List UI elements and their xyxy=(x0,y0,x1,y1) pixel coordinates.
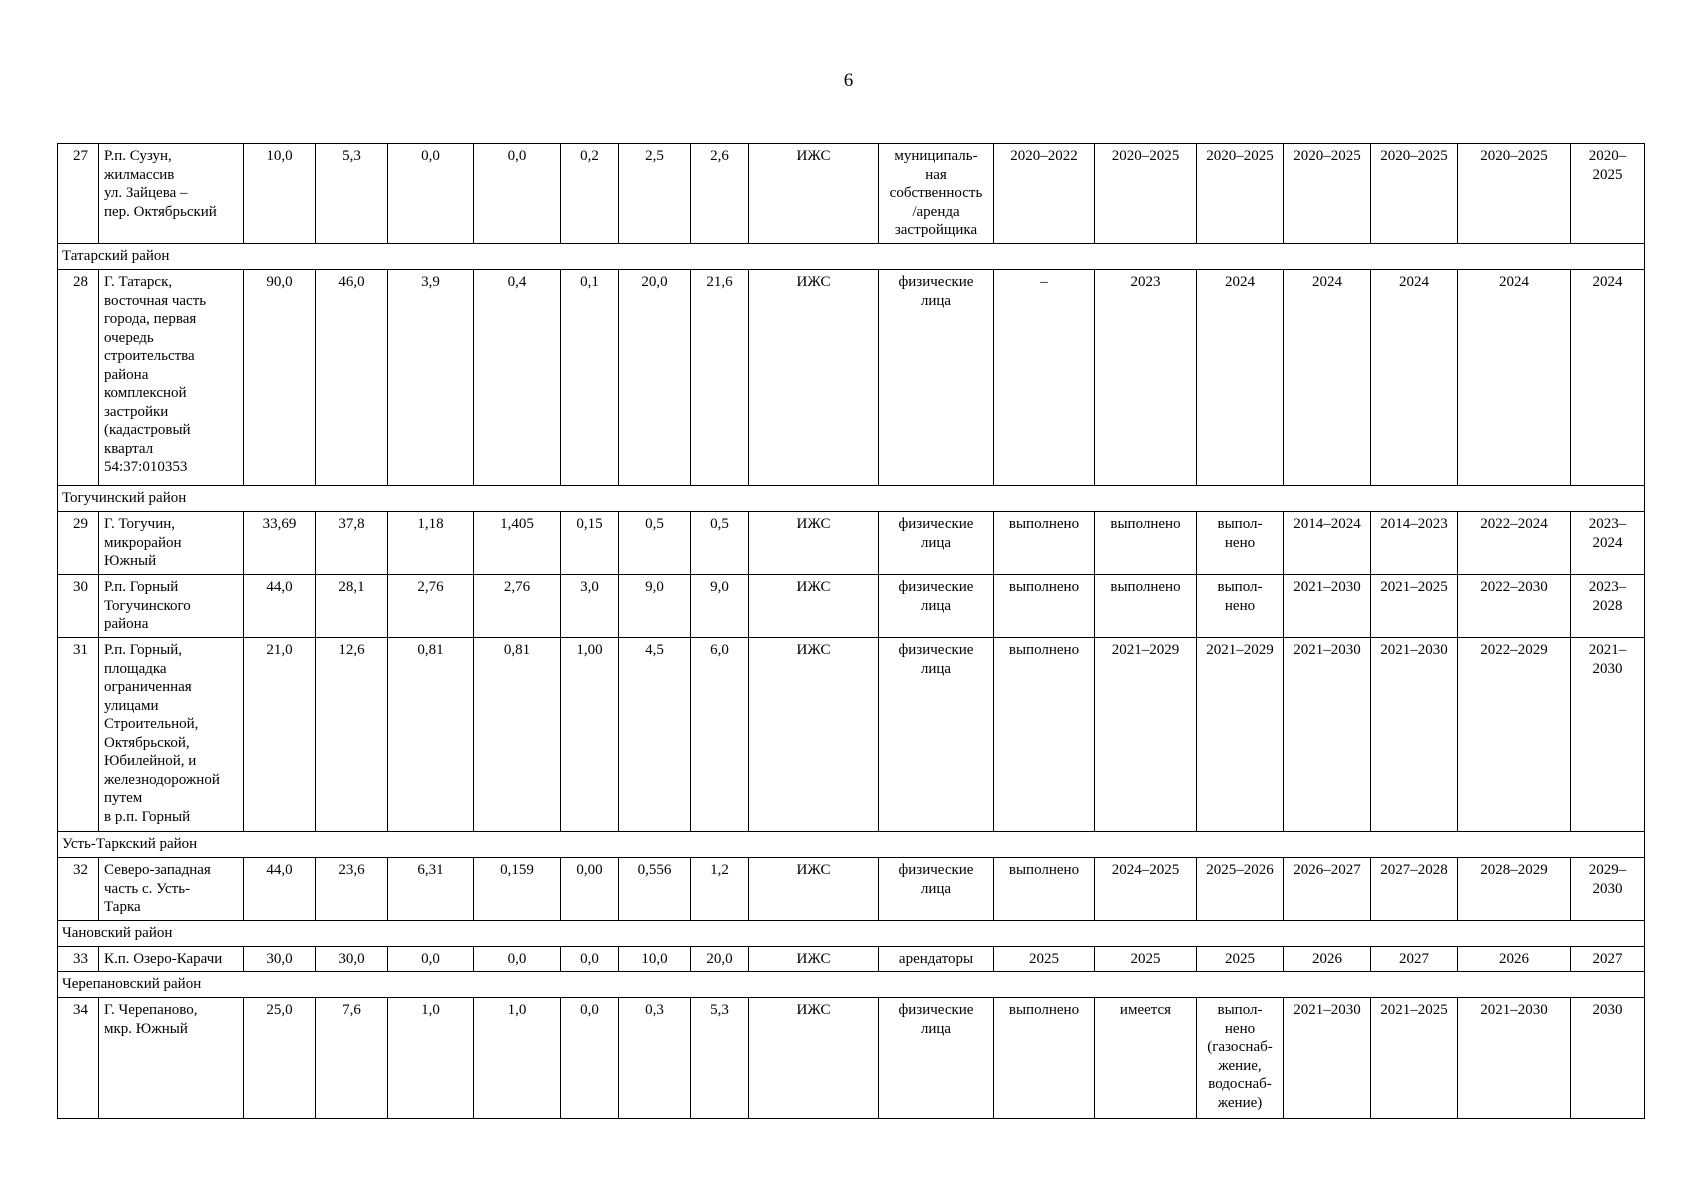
term-1: выполнено xyxy=(994,638,1095,832)
district-row xyxy=(58,972,1645,998)
term-1: 2020–2022 xyxy=(994,144,1095,244)
term-2: выполнено xyxy=(1095,575,1197,638)
district-name: Черепановский район xyxy=(58,972,1645,998)
value-c3: 1,0 xyxy=(388,998,474,1119)
term-3: выпол- нено xyxy=(1197,575,1284,638)
term-4: 2021–2030 xyxy=(1284,575,1371,638)
term-5: 2021–2025 xyxy=(1371,575,1458,638)
district-row xyxy=(58,921,1645,947)
value-c4: 1,405 xyxy=(474,512,561,575)
term-6: 2022–2024 xyxy=(1458,512,1571,575)
table-row xyxy=(58,947,1645,972)
row-number: 33 xyxy=(58,947,99,972)
district-row xyxy=(58,832,1645,858)
value-c6: 2,5 xyxy=(619,144,691,244)
housing-type: ИЖС xyxy=(749,270,879,486)
site-address: Р.п. Горный, площадка ограниченная улицами Строительной, Октябрьской, Юбилейной, и железнодорожной путем в р.п. Горный xyxy=(99,638,244,832)
term-7: 2023– 2028 xyxy=(1571,575,1645,638)
district-row xyxy=(58,244,1645,270)
row-number: 27 xyxy=(58,144,99,244)
area-total: 44,0 xyxy=(244,575,316,638)
value-c4: 0,0 xyxy=(474,947,561,972)
value-c4: 2,76 xyxy=(474,575,561,638)
term-2: 2021–2029 xyxy=(1095,638,1197,832)
term-5: 2027–2028 xyxy=(1371,858,1458,921)
term-7: 2024 xyxy=(1571,270,1645,486)
term-1: выполнено xyxy=(994,575,1095,638)
value-c7: 20,0 xyxy=(691,947,749,972)
value-c6: 9,0 xyxy=(619,575,691,638)
term-1: выполнено xyxy=(994,858,1095,921)
term-1: выполнено xyxy=(994,512,1095,575)
area-total: 90,0 xyxy=(244,270,316,486)
area-planned: 5,3 xyxy=(316,144,388,244)
term-2: 2023 xyxy=(1095,270,1197,486)
term-6: 2028–2029 xyxy=(1458,858,1571,921)
value-c5: 0,2 xyxy=(561,144,619,244)
district-name: Чановский район xyxy=(58,921,1645,947)
district-name: Усть-Таркский район xyxy=(58,832,1645,858)
value-c7: 1,2 xyxy=(691,858,749,921)
term-3: 2020–2025 xyxy=(1197,144,1284,244)
value-c3: 2,76 xyxy=(388,575,474,638)
ownership: муниципаль- ная собственность /аренда застройщика xyxy=(879,144,994,244)
value-c3: 1,18 xyxy=(388,512,474,575)
value-c7: 0,5 xyxy=(691,512,749,575)
area-planned: 7,6 xyxy=(316,998,388,1119)
district-row xyxy=(58,486,1645,512)
term-4: 2026 xyxy=(1284,947,1371,972)
value-c7: 21,6 xyxy=(691,270,749,486)
housing-type: ИЖС xyxy=(749,575,879,638)
site-address: Р.п. Сузун, жилмассив ул. Зайцева – пер. Октябрьский xyxy=(99,144,244,244)
term-2: 2024–2025 xyxy=(1095,858,1197,921)
row-number: 30 xyxy=(58,575,99,638)
area-planned: 46,0 xyxy=(316,270,388,486)
district-name: Татарский район xyxy=(58,244,1645,270)
table-row xyxy=(58,858,1645,921)
table-row xyxy=(58,638,1645,832)
site-address: Северо-западная часть с. Усть- Тарка xyxy=(99,858,244,921)
table-row xyxy=(58,575,1645,638)
value-c4: 0,159 xyxy=(474,858,561,921)
term-2: 2020–2025 xyxy=(1095,144,1197,244)
row-number: 32 xyxy=(58,858,99,921)
area-planned: 30,0 xyxy=(316,947,388,972)
value-c7: 2,6 xyxy=(691,144,749,244)
term-7: 2023– 2024 xyxy=(1571,512,1645,575)
term-3: 2025–2026 xyxy=(1197,858,1284,921)
term-1: 2025 xyxy=(994,947,1095,972)
page-number: 6 xyxy=(843,70,854,91)
term-4: 2021–2030 xyxy=(1284,998,1371,1119)
term-3: 2021–2029 xyxy=(1197,638,1284,832)
table-row xyxy=(58,270,1645,486)
value-c5: 0,1 xyxy=(561,270,619,486)
district-name: Тогучинский район xyxy=(58,486,1645,512)
term-4: 2014–2024 xyxy=(1284,512,1371,575)
area-total: 44,0 xyxy=(244,858,316,921)
term-3: выпол- нено xyxy=(1197,512,1284,575)
value-c7: 9,0 xyxy=(691,575,749,638)
term-7: 2029– 2030 xyxy=(1571,858,1645,921)
term-5: 2014–2023 xyxy=(1371,512,1458,575)
term-5: 2020–2025 xyxy=(1371,144,1458,244)
value-c6: 20,0 xyxy=(619,270,691,486)
term-4: 2026–2027 xyxy=(1284,858,1371,921)
value-c4: 0,0 xyxy=(474,144,561,244)
term-4: 2020–2025 xyxy=(1284,144,1371,244)
ownership: физические лица xyxy=(879,638,994,832)
term-5: 2021–2025 xyxy=(1371,998,1458,1119)
term-5: 2021–2030 xyxy=(1371,638,1458,832)
value-c5: 0,0 xyxy=(561,947,619,972)
value-c4: 0,81 xyxy=(474,638,561,832)
term-5: 2024 xyxy=(1371,270,1458,486)
term-7: 2020– 2025 xyxy=(1571,144,1645,244)
value-c4: 0,4 xyxy=(474,270,561,486)
area-total: 10,0 xyxy=(244,144,316,244)
term-7: 2030 xyxy=(1571,998,1645,1119)
value-c5: 0,15 xyxy=(561,512,619,575)
value-c3: 6,31 xyxy=(388,858,474,921)
value-c5: 1,00 xyxy=(561,638,619,832)
value-c3: 3,9 xyxy=(388,270,474,486)
term-7: 2027 xyxy=(1571,947,1645,972)
table-row xyxy=(58,998,1645,1119)
value-c7: 6,0 xyxy=(691,638,749,832)
housing-type: ИЖС xyxy=(749,144,879,244)
value-c3: 0,81 xyxy=(388,638,474,832)
term-6: 2026 xyxy=(1458,947,1571,972)
area-planned: 12,6 xyxy=(316,638,388,832)
table-row xyxy=(58,512,1645,575)
value-c3: 0,0 xyxy=(388,947,474,972)
site-address: К.п. Озеро-Карачи xyxy=(99,947,244,972)
ownership: арендаторы xyxy=(879,947,994,972)
value-c5: 3,0 xyxy=(561,575,619,638)
term-2: имеется xyxy=(1095,998,1197,1119)
value-c3: 0,0 xyxy=(388,144,474,244)
value-c6: 0,556 xyxy=(619,858,691,921)
area-total: 21,0 xyxy=(244,638,316,832)
site-address: Г. Татарск, восточная часть города, первая очередь строительства района комплексной застройки (кадастровый квартал 54:37:010353 xyxy=(99,270,244,486)
site-address: Г. Тогучин, микрорайон Южный xyxy=(99,512,244,575)
term-6: 2024 xyxy=(1458,270,1571,486)
term-3: 2024 xyxy=(1197,270,1284,486)
term-2: выполнено xyxy=(1095,512,1197,575)
term-3: выпол- нено (газоснаб- жение, водоснаб- жение) xyxy=(1197,998,1284,1119)
value-c6: 4,5 xyxy=(619,638,691,832)
value-c5: 0,0 xyxy=(561,998,619,1119)
term-4: 2024 xyxy=(1284,270,1371,486)
area-total: 30,0 xyxy=(244,947,316,972)
site-address: Г. Черепаново, мкр. Южный xyxy=(99,998,244,1119)
row-number: 29 xyxy=(58,512,99,575)
ownership: физические лица xyxy=(879,575,994,638)
term-6: 2020–2025 xyxy=(1458,144,1571,244)
area-planned: 37,8 xyxy=(316,512,388,575)
value-c4: 1,0 xyxy=(474,998,561,1119)
ownership: физические лица xyxy=(879,998,994,1119)
area-planned: 23,6 xyxy=(316,858,388,921)
value-c5: 0,00 xyxy=(561,858,619,921)
value-c6: 0,5 xyxy=(619,512,691,575)
table-row xyxy=(58,144,1645,244)
area-planned: 28,1 xyxy=(316,575,388,638)
row-number: 34 xyxy=(58,998,99,1119)
ownership: физические лица xyxy=(879,270,994,486)
ownership: физические лица xyxy=(879,858,994,921)
term-4: 2021–2030 xyxy=(1284,638,1371,832)
term-1: – xyxy=(994,270,1095,486)
term-6: 2021–2030 xyxy=(1458,998,1571,1119)
housing-type: ИЖС xyxy=(749,638,879,832)
term-6: 2022–2029 xyxy=(1458,638,1571,832)
term-5: 2027 xyxy=(1371,947,1458,972)
row-number: 28 xyxy=(58,270,99,486)
row-number: 31 xyxy=(58,638,99,832)
ownership: физические лица xyxy=(879,512,994,575)
value-c6: 0,3 xyxy=(619,998,691,1119)
value-c6: 10,0 xyxy=(619,947,691,972)
housing-type: ИЖС xyxy=(749,858,879,921)
housing-type: ИЖС xyxy=(749,998,879,1119)
housing-type: ИЖС xyxy=(749,947,879,972)
site-address: Р.п. Горный Тогучинского района xyxy=(99,575,244,638)
value-c7: 5,3 xyxy=(691,998,749,1119)
term-1: выполнено xyxy=(994,998,1095,1119)
term-7: 2021– 2030 xyxy=(1571,638,1645,832)
area-total: 25,0 xyxy=(244,998,316,1119)
term-2: 2025 xyxy=(1095,947,1197,972)
term-6: 2022–2030 xyxy=(1458,575,1571,638)
land-plots-table xyxy=(57,143,1645,1119)
area-total: 33,69 xyxy=(244,512,316,575)
term-3: 2025 xyxy=(1197,947,1284,972)
housing-type: ИЖС xyxy=(749,512,879,575)
